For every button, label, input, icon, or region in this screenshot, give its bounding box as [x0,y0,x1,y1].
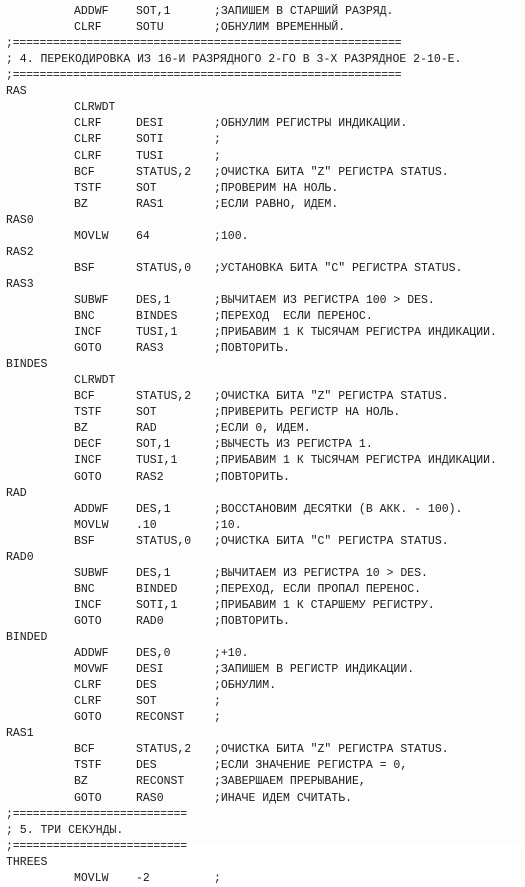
operand: DES,1 [136,502,171,516]
comment: ; [214,149,221,163]
opcode: BNC [74,309,95,323]
operand: DES,1 [136,566,171,580]
comment: ;ПЕРЕХОД ЕСЛИ ПЕРЕНОС. [214,309,373,323]
opcode: MOVWF [74,663,109,677]
opcode: CLRF [74,149,102,163]
comment: ; [214,871,221,885]
comment: ;ПОВТОРИТЬ. [214,470,290,484]
comment: ;ПРИБАВИМ 1 К ТЫСЯЧАМ РЕГИСТРА ИНДИКАЦИИ. [214,454,497,468]
opcode: BZ [74,775,88,789]
opcode: CLRF [74,133,102,147]
comment: ; [214,695,221,709]
operand: SOTU [136,21,164,35]
opcode: BSF [74,534,95,548]
operand: 64 [136,229,150,243]
opcode: MOVLW [74,518,109,532]
code-label: RAS3 [6,277,34,291]
operand: TUSI,1 [136,454,178,468]
comment: ;ВЫЧИТАЕМ ИЗ РЕГИСТРА 100 > DES. [214,293,435,307]
comment: ;ЗАПИШЕМ В РЕГИСТР ИНДИКАЦИИ. [214,663,415,677]
operand: BINDED [136,582,178,596]
separator-text: ;========================================================== [6,69,402,83]
comment: ;ПРИБАВИМ 1 К ТЫСЯЧАМ РЕГИСТРА ИНДИКАЦИИ. [214,326,497,339]
operand: -2 [136,871,150,885]
comment: ;ИНАЧЕ ИДЕМ СЧИТАТЬ. [214,791,353,805]
operand: STATUS,2 [136,390,192,404]
operand: TUSI,1 [136,326,178,339]
heading-text: ; 4. ПЕРЕКОДИРОВКА ИЗ 16-И РАЗРЯДНОГО 2-ГО В 3-Х РАЗРЯДНОЕ 2-10-Е. [6,53,462,67]
opcode: TSTF [74,181,102,195]
opcode: CLRWDT [74,374,116,388]
opcode: INCF [74,454,102,468]
opcode: CLRF [74,695,102,709]
code-label: BINDED [6,631,48,644]
comment: ;100. [214,229,249,243]
comment: ;ПОВТОРИТЬ. [214,342,290,356]
opcode: BSF [74,261,95,275]
opcode: BCF [74,165,95,179]
opcode: CLRF [74,21,102,35]
comment: ;ЕСЛИ РАВНО, ИДЕМ. [214,197,339,211]
separator-text: ;========================================================== [6,37,402,51]
opcode: DECF [74,438,102,452]
opcode: BZ [74,422,88,436]
operand: SOT,1 [136,5,171,18]
comment: ;ОБНУЛИМ. [214,679,277,693]
comment: ;УСТАНОВКА БИТА "С" РЕГИСТРА STATUS. [214,261,463,275]
comment: ;ЗАВЕРШАЕМ ПРЕРЫВАНИЕ, [214,775,366,789]
comment: ; [214,133,221,147]
comment: ;ОБНУЛИМ ВРЕМЕННЫЙ. [214,21,346,35]
opcode: INCF [74,598,102,612]
opcode: GOTO [74,470,102,484]
operand: SOT [136,695,157,709]
opcode: ADDWF [74,5,109,18]
operand: TUSI [136,149,164,163]
code-label: RAS1 [6,727,34,741]
comment: ;ЕСЛИ ЗНАЧЕНИЕ РЕГИСТРА = 0, [214,759,408,773]
operand: DES,0 [136,647,171,660]
opcode: TSTF [74,759,102,773]
comment: ;ПРИБАВИМ 1 К СТАРШЕМУ РЕГИСТРУ. [214,598,435,612]
opcode: BNC [74,582,95,596]
operand: RECONST [136,775,185,789]
comment: ;ЕСЛИ 0, ИДЕМ. [214,422,311,436]
comment: ;ПРИВЕРИТЬ РЕГИСТР НА НОЛЬ. [214,406,401,420]
operand: STATUS,0 [136,534,192,548]
comment: ;ОБНУЛИМ РЕГИСТРЫ ИНДИКАЦИИ. [214,117,408,131]
opcode: BCF [74,390,95,404]
operand: SOTI,1 [136,598,178,612]
comment: ;ЗАПИШЕМ В СТАРШИЙ РАЗРЯД. [214,5,394,18]
operand: SOT [136,181,157,195]
comment: ;ВЫЧИТАЕМ ИЗ РЕГИСТРА 10 > DES. [214,566,428,580]
separator-text: ;========================== [6,807,187,821]
heading-text: ; 5. ТРИ СЕКУНДЫ. [6,823,124,837]
comment: ;+10. [214,647,249,660]
opcode: MOVLW [74,871,109,885]
operand: STATUS,0 [136,261,192,275]
opcode: CLRWDT [74,101,116,115]
operand: STATUS,2 [136,743,192,757]
opcode: TSTF [74,406,102,420]
opcode: GOTO [74,791,102,805]
comment: ;ПРОВЕРИМ НА НОЛЬ. [214,181,339,195]
comment: ;ОЧИСТКА БИТА "Z" РЕГИСТРА STATUS. [214,390,449,404]
comment: ; [214,711,221,725]
separator-text: ;========================== [6,839,187,853]
operand: RAD [136,422,157,436]
opcode: CLRF [74,679,102,693]
operand: DES [136,759,157,773]
code-label: THREES [6,855,48,869]
operand: BINDES [136,309,178,323]
opcode: INCF [74,326,102,339]
operand: DES [136,679,157,693]
opcode: GOTO [74,342,102,356]
operand: DES,1 [136,293,171,307]
operand: RAS1 [136,197,164,211]
operand: DESI [136,117,164,131]
opcode: GOTO [74,711,102,725]
opcode: MOVLW [74,229,109,243]
opcode: GOTO [74,614,102,628]
opcode: CLRF [74,117,102,131]
operand: STATUS,2 [136,165,192,179]
comment: ;ПЕРЕХОД, ЕСЛИ ПРОПАЛ ПЕРЕНОС. [214,582,422,596]
comment: ;ОЧИСТКА БИТА "Z" РЕГИСТРА STATUS. [214,743,449,757]
code-label: RAS0 [6,213,34,227]
operand: DESI [136,663,164,677]
opcode: SUBWF [74,566,109,580]
code-label: RAD [6,486,27,500]
operand: RECONST [136,711,185,725]
operand: SOTI [136,133,164,147]
operand: SOT [136,406,157,420]
code-label: BINDES [6,358,48,372]
operand: SOT,1 [136,438,171,452]
comment: ;ОЧИСТКА БИТА "Z" РЕГИСТРА STATUS. [214,165,449,179]
operand: RAS3 [136,342,164,356]
code-label: RAS [6,85,27,99]
code-label: RAD0 [6,550,34,564]
opcode: ADDWF [74,502,109,516]
opcode: BZ [74,197,88,211]
comment: ;ВОССТАНОВИМ ДЕСЯТКИ (В АКК. - 100). [214,502,463,516]
operand: RAS0 [136,791,164,805]
comment: ;ВЫЧЕСТЬ ИЗ РЕГИСТРА 1. [214,438,373,452]
opcode: SUBWF [74,293,109,307]
operand: .10 [136,518,157,532]
comment: ;10. [214,518,242,532]
opcode: BCF [74,743,95,757]
operand: RAD0 [136,614,164,628]
code-label: RAS2 [6,245,34,259]
comment: ;ОЧИСТКА БИТА "С" РЕГИСТРА STATUS. [214,534,449,548]
operand: RAS2 [136,470,164,484]
opcode: ADDWF [74,647,109,660]
comment: ;ПОВТОРИТЬ. [214,614,290,628]
